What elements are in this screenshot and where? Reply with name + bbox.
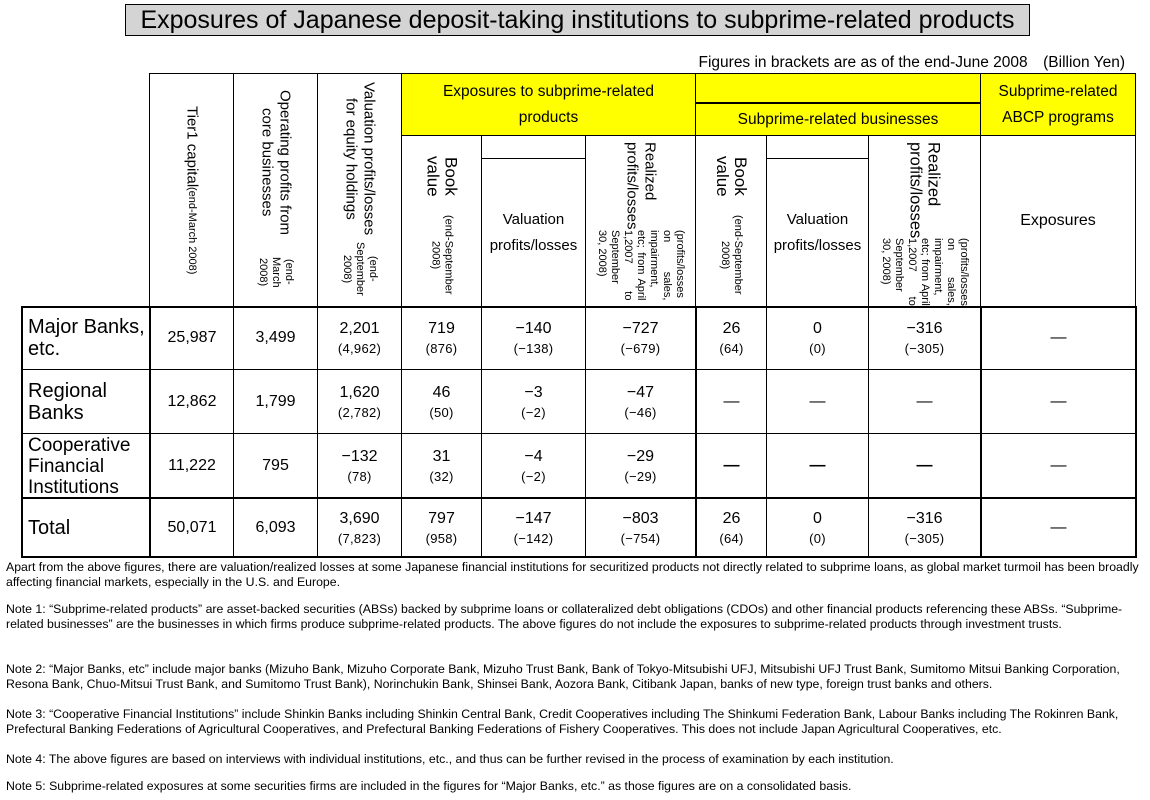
value: −3 — [524, 383, 543, 401]
value: — — [916, 456, 933, 474]
cell-operating — [234, 370, 317, 433]
cell-equity — [318, 370, 401, 433]
cell-biz-valuation — [767, 307, 868, 369]
value: −29 — [626, 447, 655, 465]
value: 719 — [428, 320, 455, 337]
header-exposures-label: Exposures — [1020, 212, 1096, 229]
bracket-value: (32) — [429, 468, 454, 484]
cell-biz-book — [697, 499, 766, 557]
bracket-value: (−679) — [620, 341, 661, 356]
bracket-value: (−754) — [620, 531, 661, 546]
note-1: Note 1: “Subprime-related products” are asset-backed securities (ABSs) backed by subprime loans or collateralized debt obligations (CDOs) and other financial products referencing these ABSs. “Subprime-related businesses” are the businesses in which firms produce subprime-related products. The above figures do not include the exposures to subprime-related products through investment trusts. — [6, 602, 1123, 631]
value: — — [809, 456, 826, 474]
value: −147 — [515, 510, 552, 527]
value: −47 — [626, 383, 655, 401]
note-2: Note 2: “Major Banks, etc” include major banks (Mizuho Bank, Mizuho Corporate Bank, Mizuho Trust Bank, Bank of Tokyo-Mitsubishi UFJ, Mitsubishi UFJ Trust Bank, Sumitomo Mitsui Banking Corporation, Resona Bank, Chuo-Mitsui Trust Bank, and Sumitomo Trust Bank), Norinchukin Bank, Shinsei Bank, Aozora Bank, Citibank Japan, banks of new type, foreign trust banks and others. — [6, 662, 1120, 691]
header-biz-book-value-label: Book value — [713, 155, 750, 197]
header-biz-valuation — [766, 158, 869, 307]
header-operating-label: Operating profits from core businesses — [258, 89, 294, 235]
bracket-value: (−138) — [513, 341, 554, 356]
header-biz-book-value — [695, 135, 767, 307]
cell-book — [402, 307, 481, 369]
cell-biz-book — [697, 434, 766, 497]
value: 797 — [428, 510, 455, 527]
value: — — [1050, 456, 1067, 474]
value: — — [809, 392, 826, 410]
bracket-value: (0) — [809, 531, 826, 546]
cell-realized — [586, 307, 695, 369]
value: 1,620 — [339, 383, 380, 401]
bracket-value: (4,962) — [337, 341, 382, 356]
value: 12,862 — [167, 392, 217, 410]
note-4: Note 4: The above figures are based on interviews with individual institutions, etc., and thus can be further revised in the process of examination by each institution. — [6, 752, 894, 766]
bracket-value: (78) — [347, 468, 372, 484]
cell-realized — [586, 370, 695, 433]
header-biz-realized-label: Realized profits/losses — [906, 142, 943, 239]
value: 25,987 — [167, 329, 217, 346]
note-3: Note 3: “Cooperative Financial Institutions” include Shinkin Banks including Shinkin Central Bank, Credit Cooperatives including The Shinkumi Federation Bank, Labour Banks including The Rokinren Bank, Prefectural Banking Federations of Agricultural Cooperatives, and Prefectural Banking Federations of Fishery Cooperatives. This does not include Japan Agricultural Cooperatives, etc. — [6, 707, 1119, 736]
cell-equity — [318, 434, 401, 497]
bracket-value: (64) — [719, 341, 744, 356]
value: 3,690 — [339, 510, 380, 527]
header-valuation — [481, 158, 586, 307]
cell-biz-book — [697, 307, 766, 369]
cell-realized — [586, 434, 695, 497]
header-operating — [233, 73, 318, 307]
header-tier1 — [149, 73, 234, 307]
cell-valuation — [482, 307, 585, 369]
value: 3,499 — [255, 329, 296, 346]
header-businesses-group-label: Subprime-related businesses — [737, 110, 939, 128]
value: −316 — [906, 510, 943, 527]
cell-abcp — [982, 307, 1135, 369]
bracket-value: (0) — [809, 341, 826, 356]
cell-abcp — [982, 499, 1135, 557]
bracket-value: (−142) — [513, 531, 554, 546]
cell-operating — [234, 307, 317, 369]
value: 0 — [813, 320, 822, 337]
header-valuation-equity — [317, 73, 402, 307]
cell-book — [402, 434, 481, 497]
cell-tier1 — [151, 370, 233, 433]
bracket-value: (−2) — [521, 468, 546, 484]
bracket-value: (7,823) — [337, 531, 382, 546]
cell-equity — [318, 499, 401, 557]
header-operating-sub: (end-March 2008) — [257, 256, 295, 288]
bracket-value: (958) — [425, 531, 458, 546]
value: −140 — [515, 320, 552, 337]
cell-biz-realized — [869, 434, 980, 497]
value: 26 — [722, 510, 741, 527]
bracket-value: (50) — [429, 404, 454, 420]
header-tier1-sub: (end-March 2008) — [186, 186, 198, 275]
header-exposures — [980, 135, 1136, 307]
header-exposures-group — [401, 73, 696, 136]
bracket-value: (−305) — [904, 531, 945, 546]
value: — — [1050, 329, 1067, 346]
value: — — [916, 392, 933, 410]
cell-equity — [318, 307, 401, 369]
value: 46 — [432, 383, 451, 401]
cell-valuation — [482, 434, 585, 497]
cell-valuation — [482, 370, 585, 433]
table-label-border — [21, 306, 151, 558]
unit-note: Figures in brackets are as of the end-June 2008 (Billion Yen) — [698, 54, 1125, 71]
header-biz-realized — [868, 135, 981, 307]
value: −727 — [622, 320, 659, 337]
value: 2,201 — [339, 320, 380, 337]
cell-biz-valuation — [767, 434, 868, 497]
value: 1,799 — [255, 392, 296, 410]
cell-tier1 — [151, 434, 233, 497]
value: — — [1050, 519, 1067, 536]
header-blank-yellow — [695, 73, 981, 104]
cell-operating — [234, 499, 317, 557]
header-book-value — [401, 135, 482, 307]
header-valuation-equity-label: Valuation profits/losses for equity holdings — [342, 82, 378, 236]
header-realized-label: Realized profits/losses — [623, 142, 659, 230]
value: −316 — [906, 320, 943, 337]
cell-abcp — [982, 370, 1135, 433]
header-abcp-group — [980, 73, 1136, 136]
bracket-value: (−29) — [624, 468, 657, 484]
cell-tier1 — [151, 499, 233, 557]
cell-biz-book — [697, 370, 766, 433]
header-realized — [585, 135, 696, 307]
value: −132 — [341, 447, 378, 465]
bracket-value: (876) — [425, 341, 458, 356]
value: — — [723, 456, 740, 474]
header-book-value-sub: (end-September 2008) — [429, 215, 455, 295]
header-tier1-label: Tier1 capital — [183, 105, 201, 187]
cell-biz-valuation — [767, 499, 868, 557]
cell-biz-realized — [869, 499, 980, 557]
cell-valuation — [482, 499, 585, 557]
header-businesses-group — [695, 102, 981, 136]
note-5: Note 5: Subprime-related exposures at some securities firms are included in the figures for “Major Banks, etc.” as those figures are on a consolidated basis. — [6, 779, 852, 793]
header-book-value-label: Book value — [423, 155, 461, 197]
bracket-value: (2,782) — [337, 404, 382, 420]
cell-realized — [586, 499, 695, 557]
header-abcp-group-label: Subprime-related ABCP programs — [998, 82, 1118, 126]
value: 11,222 — [168, 456, 216, 474]
value: −4 — [524, 447, 543, 465]
row-label-cooperative: Cooperative Financial Institutions — [21, 433, 151, 499]
value: −803 — [622, 510, 659, 527]
header-biz-realized-sub: (profits/losses on sales, impairment, etc; from April 1,2007 to September 30, 2008) — [880, 238, 970, 307]
cell-biz-realized — [869, 370, 980, 433]
note-intro: Apart from the above figures, there are valuation/realized losses at some Japanese financial institutions for securitized products not directly related to subprime loans, as global market turmoil has been broadly affecting financial markets, especially in the U.S. and Europe. — [6, 560, 1139, 589]
cell-biz-realized — [869, 307, 980, 369]
value: 0 — [813, 510, 822, 527]
header-biz-valuation-label: Valuation profits/losses — [773, 210, 862, 254]
cell-operating — [234, 434, 317, 497]
header-biz-book-value-sub: (end-September 2008) — [719, 215, 744, 295]
row-label-regional-banks: Regional Banks — [21, 369, 151, 434]
value: 6,093 — [255, 519, 296, 536]
page-title: Exposures of Japanese deposit-taking institutions to subprime-related products — [125, 4, 1030, 36]
header-realized-sub: (profits/losses on sales, impairment, etc; from April 1,2007 to September 30, 2008) — [596, 229, 686, 300]
header-valuation-label: Valuation profits/losses — [489, 210, 578, 254]
cell-book — [402, 370, 481, 433]
value: — — [723, 392, 740, 410]
row-label-total: Total — [21, 498, 151, 558]
value: 31 — [432, 447, 451, 465]
cell-tier1 — [151, 307, 233, 369]
cell-abcp — [982, 434, 1135, 497]
header-exposures-group-label: Exposures to subprime-related products — [442, 82, 655, 126]
bracket-value: (64) — [719, 531, 744, 546]
value: 795 — [262, 456, 289, 474]
value: — — [1050, 392, 1067, 410]
cell-biz-valuation — [767, 370, 868, 433]
row-label-major-banks: Major Banks, etc. — [21, 306, 151, 370]
bracket-value: (−46) — [624, 404, 657, 420]
value: 26 — [722, 320, 741, 337]
bracket-value: (−305) — [904, 341, 945, 356]
bracket-value: (−2) — [521, 404, 546, 420]
value: 50,071 — [167, 519, 217, 536]
cell-book — [402, 499, 481, 557]
header-valuation-equity-sub: (end-September 2008) — [341, 241, 379, 296]
